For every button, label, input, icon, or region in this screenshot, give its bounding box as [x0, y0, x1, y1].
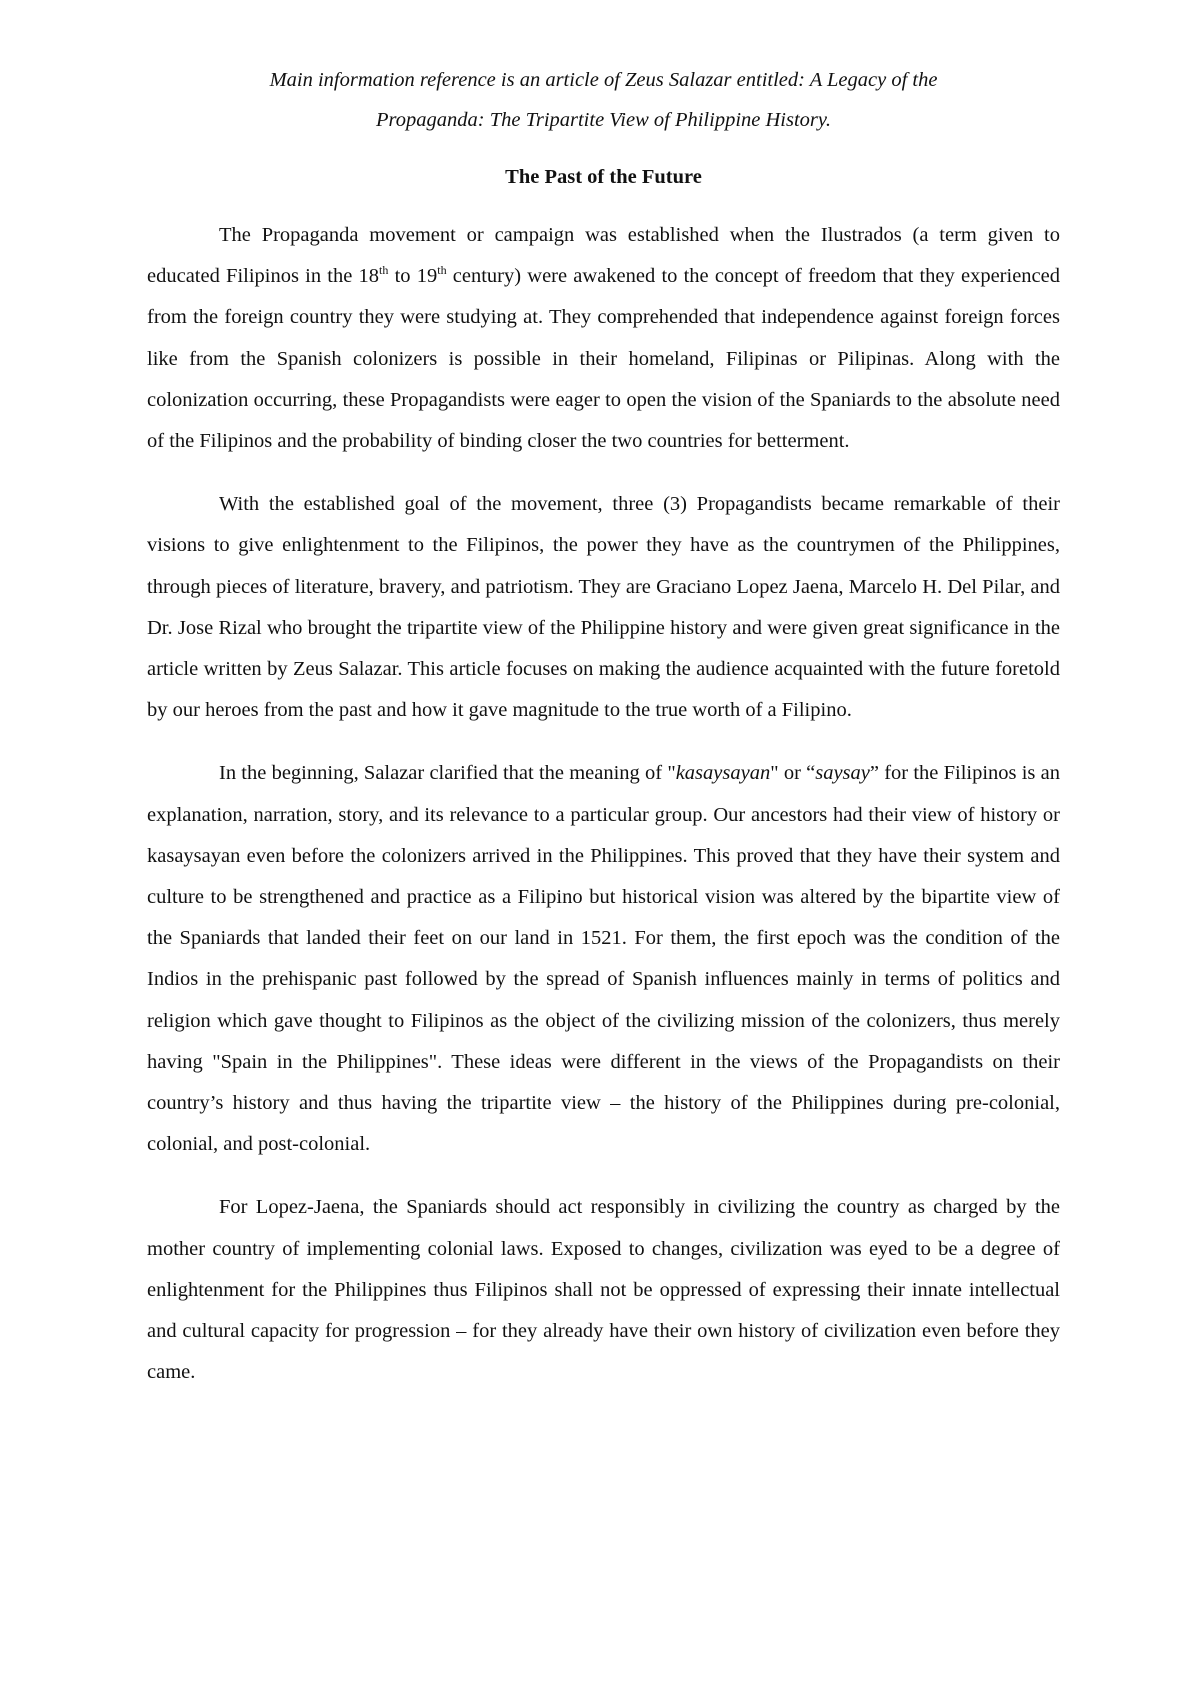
paragraph-1-text-b: to 19 — [388, 265, 438, 288]
paragraph-3 — [147, 753, 1060, 1165]
term-saysay: saysay — [815, 762, 870, 785]
paragraph-1-text-c: century) were awakened to the concept of freedom that they experienced from the foreign country they were studying at. They comprehended that independence against foreign forces like from the Spanish colonizers is possible in their homeland, Filipinas or Pilipinas. Along with the colonization occurring, these Propagandists were eager to open the vision of the Spaniards to the absolute need of the Filipinos and the probability of binding closer the two countries for betterment. — [147, 265, 1060, 453]
paragraph-3-text-b: " or “ — [770, 762, 816, 785]
reference-note — [147, 60, 1060, 140]
reference-note-line-2: Propaganda: The Tripartite View of Philippine History. — [376, 109, 831, 131]
paragraph-1 — [147, 215, 1060, 462]
paragraph-1-text-a: The Propaganda movement or campaign was established when the Ilustrados (a term given to educated Filipinos in the 18 — [147, 224, 1060, 288]
term-kasaysayan: kasaysayan — [675, 762, 771, 785]
paragraph-3-text-c: ” for the Filipinos is an explanation, narration, story, and its relevance to a particular group. Our ancestors had their view of history or kasaysayan even before the colonizers arrived in the Philippines. This proved that they have their system and culture to be strengthened and practice as a Filipino but historical vision was altered by the bipartite view of the Spaniards that landed their feet on our land in 1521. For them, the first epoch was the condition of the Indios in the prehispanic past followed by the spread of Spanish influences mainly in terms of politics and religion which gave thought to Filipinos as the object of the civilizing mission of the colonizers, thus merely having "Spain in the Philippines". These ideas were different in the views of the Propagandists on their country’s history and thus having the tripartite view – the history of the Philippines during pre-colonial, colonial, and post-colonial. — [147, 762, 1060, 1156]
document-page — [147, 60, 1060, 1415]
paragraph-2: With the established goal of the movement, three (3) Propagandists became remarkable of their visions to give enlightenment to the Filipinos, the power they have as the countrymen of the Philippines, through pieces of literature, bravery, and patriotism. They are Graciano Lopez Jaena, Marcelo H. Del Pilar, and Dr. Jose Rizal who brought the tripartite view of the Philippine history and were given great significance in the article written by Zeus Salazar. This article focuses on making the audience acquainted with the future foretold by our heroes from the past and how it gave magnitude to the true worth of a Filipino. — [147, 493, 1060, 722]
document-title: The Past of the Future — [505, 166, 702, 188]
superscript-th-2: th — [437, 263, 447, 278]
paragraph-3-text-a: In the beginning, Salazar clarified that the meaning of " — [219, 762, 676, 785]
superscript-th-1: th — [379, 263, 389, 278]
paragraph-4: For Lopez-Jaena, the Spaniards should act responsibly in civilizing the country as charged by the mother country of implementing colonial laws. Exposed to changes, civilization was eyed to be a degree of enlightenment for the Philippines thus Filipinos shall not be oppressed of expressing their innate intellectual and cultural capacity for progression – for they already have their own history of civilization even before they came. — [147, 1196, 1060, 1384]
reference-note-line-1: Main information reference is an article of Zeus Salazar entitled: A Legacy of the — [269, 69, 938, 91]
